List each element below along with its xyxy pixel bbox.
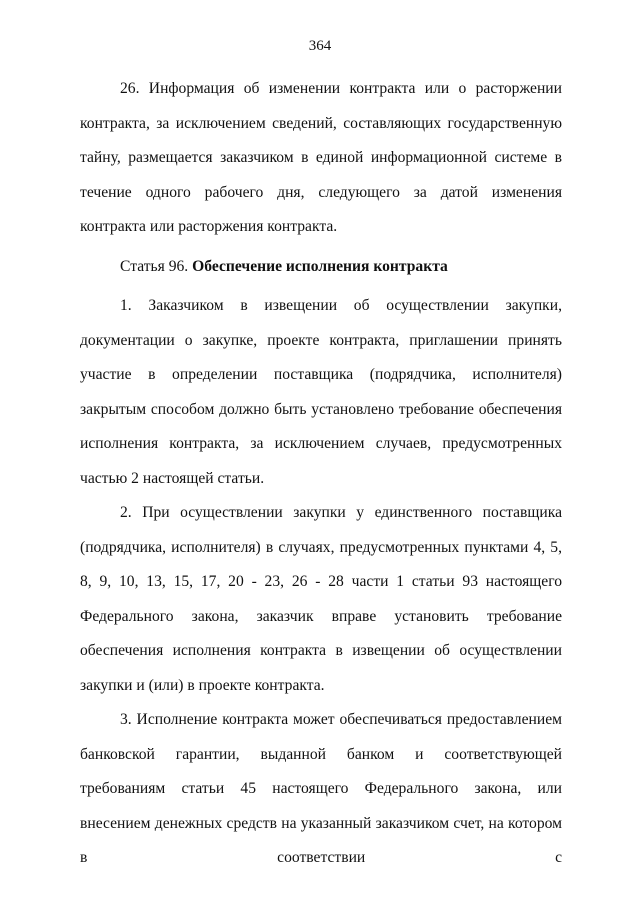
article-title: Обеспечение исполнения контракта <box>192 257 448 275</box>
paragraph-3: 3. Исполнение контракта может обеспечиваться предоставлением банковской гарантии, выданной банком и соответствующей требованиям статьи 45 настоящего Федерального закона, или внесением денежных средств на указанный заказчиком счет, на котором в соответствии с <box>80 711 562 866</box>
paragraph-2: 2. При осуществлении закупки у единственного поставщика (подрядчика, исполнителя) в случаях, предусмотренных пунктами 4, 5, 8, 9, 10, 13, 15, 17, 20 - 23, 26 - 28 части 1 статьи 93 настоящего Федерального закона, заказчик вправе установить требование обеспечения исполнения контракта в извещении об осуществлении закупки и (или) в проекте контракта. <box>80 504 562 694</box>
article-label: Статья 96. <box>120 257 189 275</box>
page-number: 364 <box>308 38 332 54</box>
page-content <box>80 72 562 876</box>
paragraph-26: 26. Информация об изменении контракта или о расторжении контракта, за исключением сведений, составляющих государственную тайну, размещается заказчиком в единой информационной системе в течение одного рабочего дня, следующего за датой изменения контракта или расторжения контракта. <box>80 80 562 235</box>
paragraph-1: 1. Заказчиком в извещении об осуществлении закупки, документации о закупке, проекте контракта, приглашении принять участие в определении поставщика (подрядчика, исполнителя) закрытым способом должно быть установлено требование обеспечения исполнения контракта, за исключением случаев, предусмотренных частью 2 настоящей статьи. <box>80 297 562 487</box>
article-heading <box>80 250 562 285</box>
